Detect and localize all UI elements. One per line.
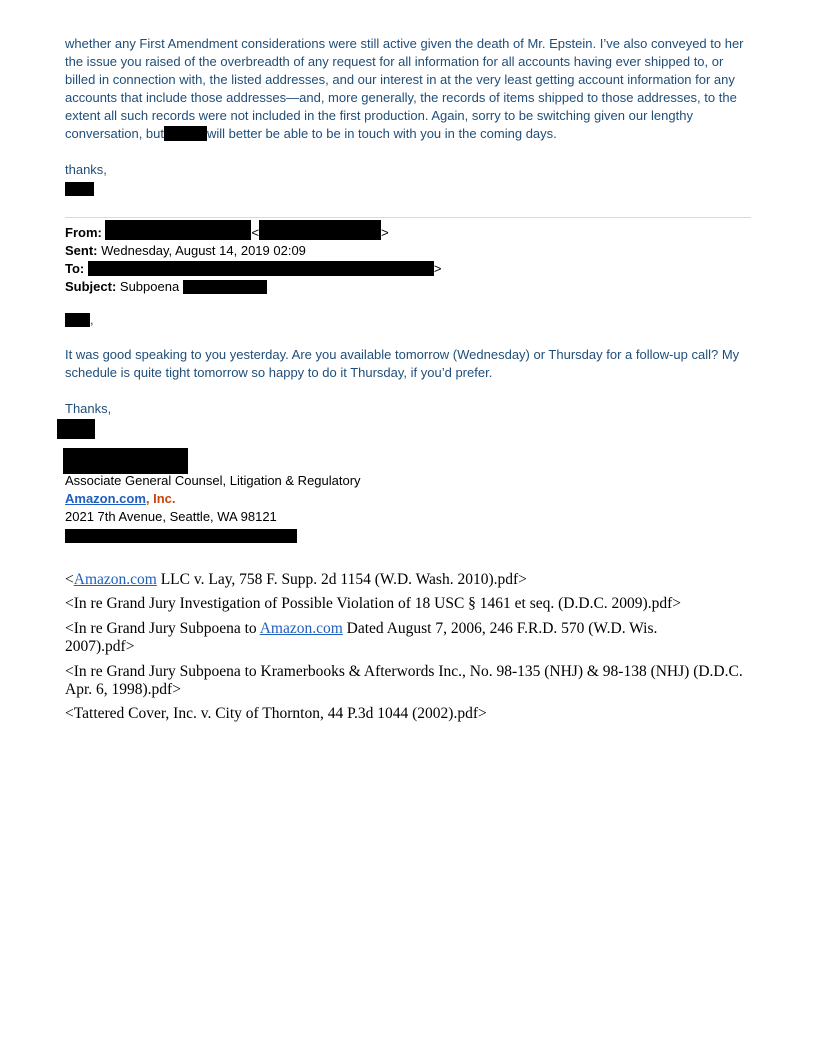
sent-line bbox=[65, 242, 755, 260]
reply-body-text-1: whether any First Amendment considerations were still active given the death of Mr. Epstein. I’ve also conveyed to her the issue you raised of the overbreadth of any request for all information for all accounts having ever shipped to, or billed in connection with, the listed addresses, and our interest in at the very least getting account information for any accounts that include those addresses—and, more generally, the records of items shipped to those addresses, to the extent all such records were not included in the first production. Again, sorry to be switching given our lengthy conversation, but bbox=[65, 36, 744, 141]
redaction-box bbox=[57, 419, 95, 439]
redaction-box bbox=[65, 313, 90, 327]
attachment-text: <In re Grand Jury Investigation of Possible Violation of 18 USC § 1461 et seq. (D.D.C. 2009).pdf> bbox=[65, 595, 681, 612]
salutation bbox=[65, 311, 94, 329]
subject-value: Subpoena bbox=[116, 279, 183, 294]
sent-value: Wednesday, August 14, 2019 02:09 bbox=[97, 243, 306, 258]
salutation-comma: , bbox=[90, 312, 94, 327]
redaction-box bbox=[65, 529, 297, 543]
header-divider bbox=[65, 217, 751, 218]
redaction-box bbox=[164, 126, 207, 141]
attachment-text: < bbox=[65, 571, 74, 588]
original-signoff: Thanks, bbox=[65, 401, 112, 416]
redaction-box bbox=[259, 220, 381, 240]
company-suffix: , Inc. bbox=[145, 491, 176, 506]
attachment-text: <In re Grand Jury Subpoena to Kramerbooks & Afterwords Inc., No. 98-135 (NHJ) & 98-138 (NHJ) (D.D.C. Apr. 6, 1998).pdf> bbox=[65, 663, 743, 698]
signature-title: Associate General Counsel, Litigation & Regulatory bbox=[65, 473, 361, 488]
to-label: To: bbox=[65, 261, 85, 276]
from-angle-close: > bbox=[381, 225, 389, 240]
company-link[interactable]: Amazon.com bbox=[65, 491, 146, 506]
redaction-box bbox=[65, 182, 94, 196]
redaction-box bbox=[183, 280, 267, 294]
attachment-text: LLC v. Lay, 758 F. Supp. 2d 1154 (W.D. Wash. 2010).pdf> bbox=[156, 571, 527, 588]
attachment-link[interactable]: Amazon.com bbox=[259, 620, 343, 637]
signature-block bbox=[65, 472, 755, 526]
redaction-box bbox=[63, 448, 188, 474]
to-line bbox=[65, 260, 755, 278]
signature-company bbox=[65, 490, 755, 508]
attachment-text: <In re Grand Jury Subpoena to bbox=[65, 620, 260, 637]
original-body: It was good speaking to you yesterday. Are you available tomorrow (Wednesday) or Thursday for a follow-up call? My schedule is quite tight tomorrow so happy to do it Thursday, if you’d prefer. bbox=[65, 347, 740, 380]
from-angle-open: < bbox=[251, 225, 260, 240]
email-header bbox=[65, 220, 755, 296]
attachment-text: Dated August 7, 2006, 246 F.R.D. 570 (W.D. Wis. 2007).pdf> bbox=[65, 620, 658, 655]
from-label: From: bbox=[65, 225, 102, 240]
attachment-item bbox=[65, 571, 745, 589]
reply-signoff: thanks, bbox=[65, 162, 107, 177]
reply-body bbox=[65, 35, 755, 143]
attachment-item bbox=[65, 705, 745, 723]
attachment-text: <Tattered Cover, Inc. v. City of Thornton, 44 P.3d 1044 (2002).pdf> bbox=[65, 705, 487, 722]
from-line bbox=[65, 220, 755, 242]
to-angle-close: > bbox=[433, 261, 442, 276]
attachment-item bbox=[65, 663, 745, 699]
redaction-box bbox=[105, 220, 251, 240]
reply-body-text-2: will better be able to be in touch with you in the coming days. bbox=[207, 126, 557, 141]
subject-label: Subject: bbox=[65, 279, 117, 294]
attachment-item bbox=[65, 595, 745, 613]
sent-label: Sent: bbox=[65, 243, 98, 258]
redaction-box bbox=[88, 261, 434, 276]
attachment-link[interactable]: Amazon.com bbox=[73, 571, 157, 588]
attachment-item bbox=[65, 620, 705, 656]
subject-line bbox=[65, 278, 755, 296]
signature-address: 2021 7th Avenue, Seattle, WA 98121 bbox=[65, 509, 277, 524]
